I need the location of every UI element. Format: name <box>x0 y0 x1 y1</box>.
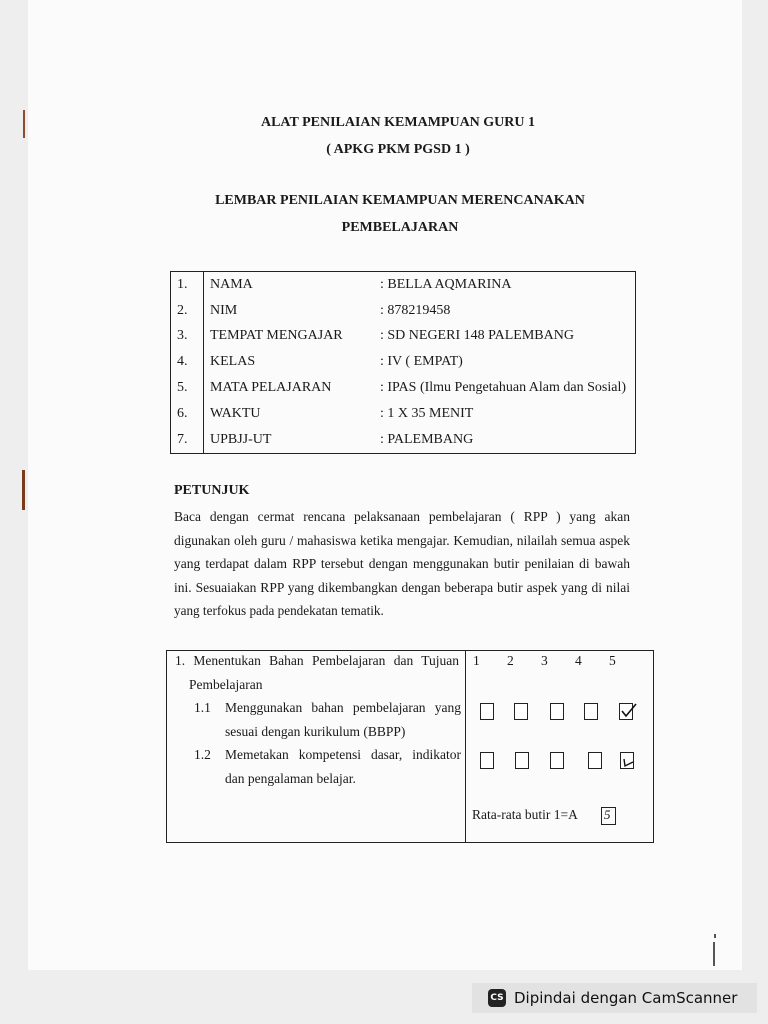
score-checkbox-4[interactable] <box>588 752 602 769</box>
document-subtitle: ( APKG PKM PGSD 1 ) <box>326 142 470 157</box>
row-label: MATA PELAJARAN <box>210 380 332 396</box>
section-title-cont: Pembelajaran <box>189 677 263 692</box>
camscanner-text: Dipindai dengan CamScanner <box>514 989 738 1007</box>
score-checkbox-4[interactable] <box>584 703 598 720</box>
row-value: : 1 X 35 MENIT <box>380 405 474 421</box>
instructions-line: digunakan oleh guru / mahasiswa ketika mengajar. Kemudian, nilailah semua aspek <box>174 532 630 548</box>
table-row <box>171 298 636 324</box>
scale-label: 1 <box>473 653 480 668</box>
camscanner-logo-icon: CS <box>488 989 506 1007</box>
average-score-box <box>601 807 616 825</box>
check-mark-icon <box>619 701 639 721</box>
instructions-line: yang terdapat dalam RPP tersebut dengan menggunakan butir penilaian di bawah <box>174 556 630 572</box>
assessment-table <box>166 650 654 843</box>
row-value: : SD NEGERI 148 PALEMBANG <box>380 328 574 344</box>
row-number: 4. <box>171 349 204 375</box>
row-number: 3. <box>171 324 204 350</box>
item-number: 1.2 <box>194 747 211 762</box>
score-checkbox-1[interactable] <box>480 752 494 769</box>
row-label: NAMA <box>210 276 253 292</box>
table-row <box>171 375 636 401</box>
camscanner-watermark <box>472 983 757 1013</box>
item-text: Memetakan kompetensi dasar, indikator <box>225 747 461 762</box>
scale-label: 3 <box>541 653 548 668</box>
item-text-cont: sesuai dengan kurikulum (BBPP) <box>225 724 406 739</box>
score-checkbox-3[interactable] <box>550 752 564 769</box>
item-text-cont: dan pengalaman belajar. <box>225 771 356 786</box>
score-checkbox-5-checked[interactable] <box>620 752 634 769</box>
score-checkbox-5-checked[interactable] <box>619 703 633 720</box>
row-number: 1. <box>171 272 204 298</box>
table-row <box>171 324 636 350</box>
sheet-title-cont: PEMBELAJARAN <box>341 220 459 235</box>
score-checkbox-1[interactable] <box>480 703 494 720</box>
row-label: WAKTU <box>210 405 261 421</box>
score-checkbox-2[interactable] <box>514 703 528 720</box>
scan-mark <box>714 934 716 938</box>
item-number: 1.1 <box>194 700 211 715</box>
section-title: 1. Menentukan Bahan Pembelajaran dan Tujuan <box>175 653 459 668</box>
check-mark-icon <box>620 750 638 770</box>
row-number: 5. <box>171 375 204 401</box>
row-value: : BELLA AQMARINA <box>380 276 512 292</box>
identity-table <box>170 271 636 454</box>
instructions-line: yang terfokus pada pendekatan tematik. <box>174 603 384 619</box>
scale-label: 4 <box>575 653 582 668</box>
score-checkbox-2[interactable] <box>515 752 529 769</box>
column-divider <box>465 651 466 842</box>
row-number: 6. <box>171 401 204 427</box>
item-text: Menggunakan bahan pembelajaran yang <box>225 700 461 715</box>
instructions-text <box>174 505 630 623</box>
row-value: : IV ( EMPAT) <box>380 354 463 370</box>
table-row <box>171 401 636 427</box>
document-title: ALAT PENILAIAN KEMAMPUAN GURU 1 <box>260 115 536 130</box>
instructions-title: PETUNJUK <box>174 483 250 498</box>
row-number: 7. <box>171 427 204 453</box>
table-row <box>171 349 636 375</box>
row-value: : IPAS (Ilmu Pengetahuan Alam dan Sosial) <box>380 380 627 396</box>
row-value: : PALEMBANG <box>380 431 474 447</box>
row-label: TEMPAT MENGAJAR <box>210 328 343 344</box>
table-row <box>171 427 636 453</box>
average-score: 5 <box>604 807 611 822</box>
row-label: KELAS <box>210 354 256 370</box>
table-row <box>171 272 636 298</box>
scan-mark <box>713 942 715 966</box>
row-label: NIM <box>210 302 238 318</box>
score-checkbox-3[interactable] <box>550 703 564 720</box>
row-label: UPBJJ-UT <box>210 431 272 447</box>
average-label: Rata-rata butir 1=A <box>472 807 578 822</box>
instructions-line: ini. Sesuaiakan RPP yang dikembangkan dengan beberapa butir aspek yang di nilai <box>174 579 630 595</box>
scan-edge-mark <box>22 470 25 510</box>
scale-label: 2 <box>507 653 514 668</box>
row-number: 2. <box>171 298 204 324</box>
sheet-title: LEMBAR PENILAIAN KEMAMPUAN MERENCANAKAN <box>215 193 585 208</box>
scale-label: 5 <box>609 653 616 668</box>
instructions-line: Baca dengan cermat rencana pelaksanaan pembelajaran ( RPP ) yang akan <box>174 509 630 524</box>
row-value: : 878219458 <box>380 302 451 318</box>
